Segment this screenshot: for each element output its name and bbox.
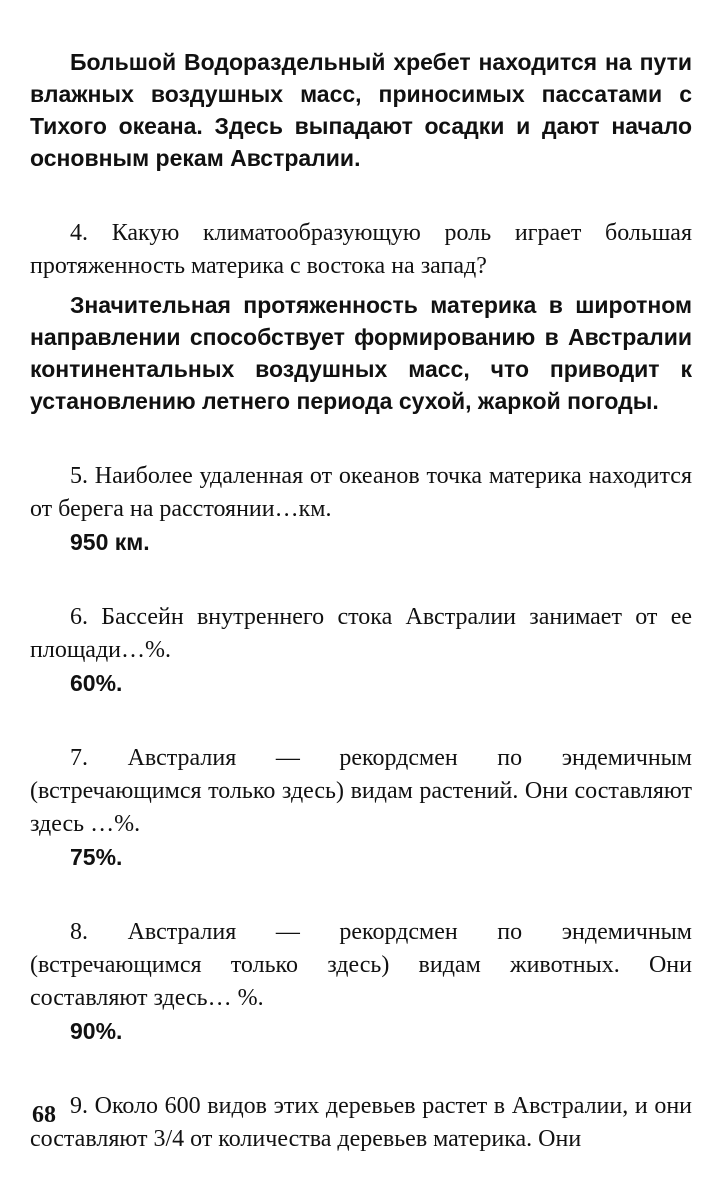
answer-8: 90%. [70, 1018, 123, 1044]
answer-3-continued: Большой Водораздельный хребет находится на пути влажных воздушных масс, приносимых пассатами с Тихого океана. Здесь выпадают осадки и дают начало основным рекам Австралии. [30, 49, 692, 171]
question-8: 8. Австралия — рекордсмен по эндемичным (встречающимся только здесь) видам животных. Они составляют здесь… %. [30, 919, 692, 1011]
question-7: 7. Австралия — рекордсмен по эндемичным (встречающимся только здесь) видам растений. Они составляют здесь …%. [30, 745, 692, 837]
answer-7: 75%. [70, 844, 123, 870]
answer-6: 60%. [70, 670, 123, 696]
page-number: 68 [32, 1102, 56, 1128]
page-content [30, 46, 692, 1156]
question-9: 9. Около 600 видов этих деревьев растет в Австралии, и они составляют 3/4 от количества деревьев материка. Они [30, 1093, 692, 1152]
answer-4: Значительная протяженность материка в широтном направлении способствует формированию в Австралии континентальных воздушных масс, что приводит к установлению летнего периода сухой, жаркой погоды. [30, 292, 692, 414]
question-5: 5. Наиболее удаленная от океанов точка материка находится от берега на расстоянии…км. [30, 463, 692, 522]
question-6: 6. Бассейн внутреннего стока Австралии занимает от ее площади…%. [30, 604, 692, 663]
question-4: 4. Какую климатообразующую роль играет большая протяженность материка с востока на запад? [30, 220, 692, 279]
answer-5: 950 км. [70, 529, 150, 555]
